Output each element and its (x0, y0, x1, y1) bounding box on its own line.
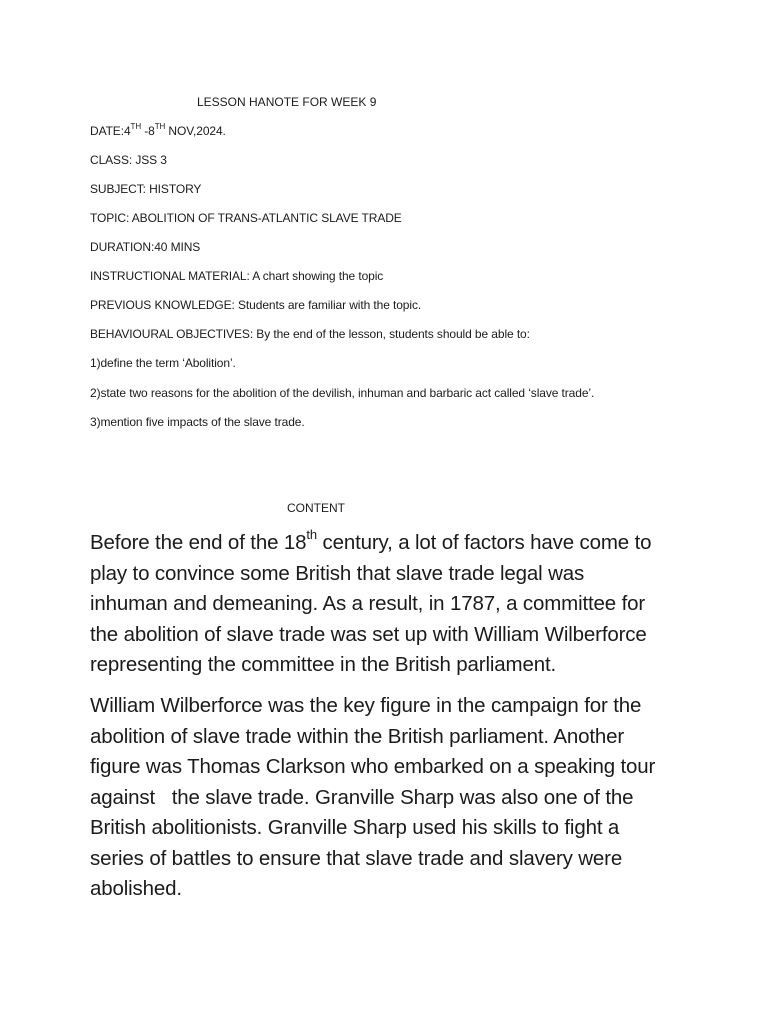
date-label: DATE:4 (90, 124, 131, 138)
paragraph-line: William Wilberforce was the key figure in the campaign for the (90, 694, 642, 717)
objective-item: 1)define the term ‘Abolition’. (90, 356, 236, 370)
paragraph-line: inhuman and demeaning. As a result, in 1787, a committee for (90, 592, 646, 615)
date-superscript-1: TH (130, 122, 141, 131)
instructional-material-line: INSTRUCTIONAL MATERIAL: A chart showing the topic (90, 269, 384, 283)
content-heading: CONTENT (287, 501, 345, 515)
content-paragraph-2 (90, 691, 690, 905)
paragraph-line: play to convince some British that slave trade legal was (90, 561, 585, 585)
previous-knowledge-line: PREVIOUS KNOWLEDGE: Students are familiar with the topic. (90, 298, 422, 312)
topic-line: TOPIC: ABOLITION OF TRANS-ATLANTIC SLAVE TRADE (90, 211, 402, 225)
lesson-title: LESSON HANOTE FOR WEEK 9 (197, 95, 377, 109)
objective-item: 3)mention five impacts of the slave trade. (90, 415, 305, 429)
date-superscript-2: TH (154, 122, 166, 131)
paragraph-line: representing the committee in the British parliament. (90, 653, 557, 676)
date-middle: -8 (141, 124, 155, 138)
objective-item: 2)state two reasons for the abolition of the devilish, inhuman and barbaric act called ‘slave trade’. (90, 386, 595, 400)
date-line (90, 124, 226, 138)
paragraph-line (90, 528, 690, 559)
paragraph-line: series of battles to ensure that slave trade and slavery were (90, 846, 623, 870)
ordinal-superscript: th (306, 527, 317, 542)
duration-line: DURATION:40 MINS (90, 240, 201, 254)
content-paragraph-1 (90, 528, 690, 681)
paragraph-line-start: Before the end of the 18 (90, 531, 307, 554)
paragraph-line: against the slave trade. Granville Sharp was also one of the (90, 785, 634, 809)
behavioural-objectives-line: BEHAVIOURAL OBJECTIVES: By the end of the lesson, students should be able to: (90, 327, 530, 341)
paragraph-line: British abolitionists. Granville Sharp used his skills to fight a (90, 816, 620, 839)
class-line: CLASS: JSS 3 (90, 153, 167, 167)
paragraph-line: abolished. (90, 877, 182, 900)
date-tail: NOV,2024. (165, 124, 226, 138)
paragraph-line-end: century, a lot of factors have come to (316, 531, 652, 554)
paragraph-line: figure was Thomas Clarkson who embarked on a speaking tour (90, 755, 656, 778)
subject-line: SUBJECT: HISTORY (90, 182, 202, 196)
paragraph-line: the abolition of slave trade was set up with William Wilberforce (90, 622, 647, 646)
paragraph-line: abolition of slave trade within the British parliament. Another (90, 724, 625, 748)
